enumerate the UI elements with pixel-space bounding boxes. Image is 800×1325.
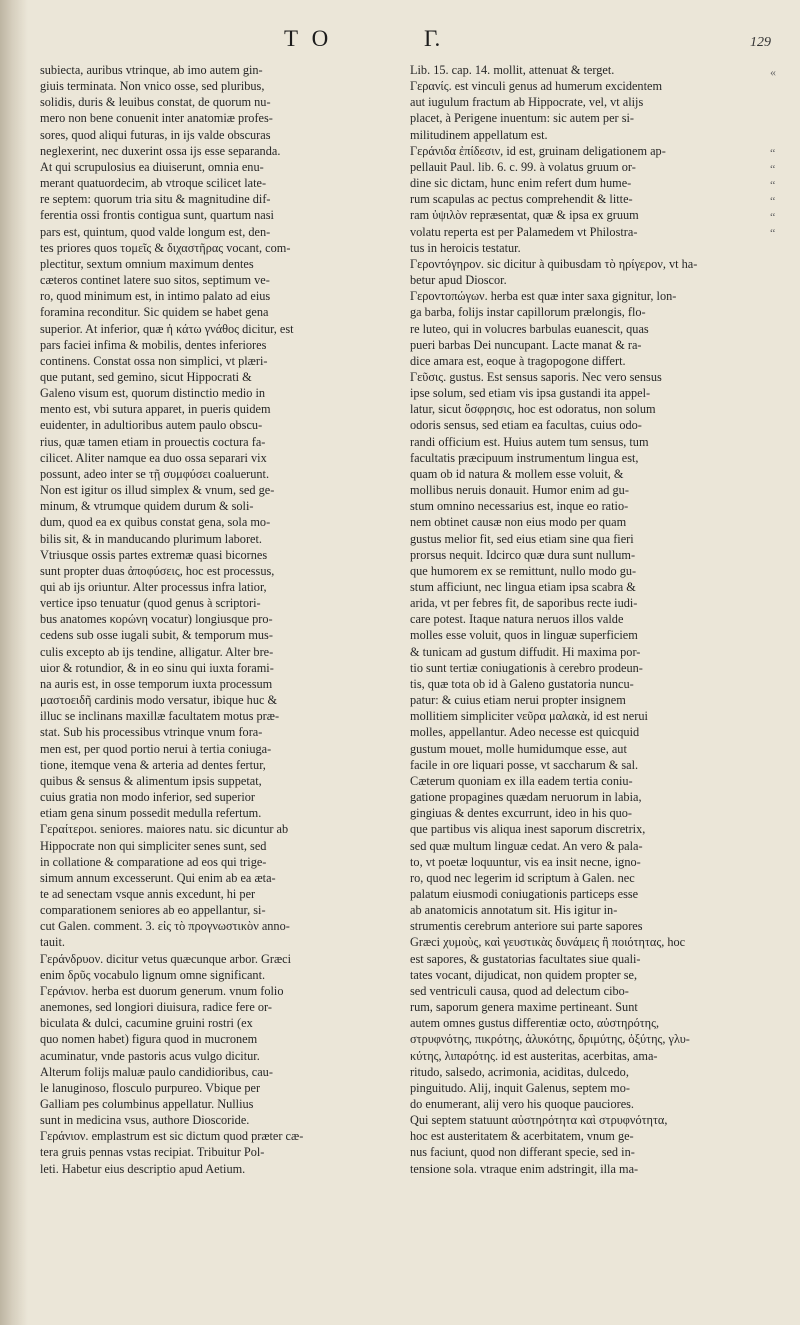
- text-line: Cæterum quoniam ex illa eadem tertia coniu-: [410, 773, 633, 788]
- text-line: ipse solum, sed etiam vis ipsa gustandi ita appel-: [410, 386, 651, 401]
- text-line: sunt in medicina vsus, authore Dioscoride.: [40, 1113, 250, 1128]
- text-line: illuc se inclinans maxillæ facultatem motus præ-: [40, 709, 280, 724]
- margin-mark: [770, 80, 790, 96]
- text-line: pars faciei infima & mobilis, dentes inferiores: [40, 337, 267, 352]
- text-line: re septem: quorum tria situ & magnitudine dif-: [40, 192, 271, 207]
- text-line: biculata & dulci, cacumine gruini rostri (ex: [40, 1016, 253, 1031]
- text-line: rius, quæ tamen etiam in prouectis coctura fa-: [40, 434, 266, 449]
- text-line: Hippocrate non qui simpliciter senes sunt, sed: [40, 838, 267, 853]
- text-line: que partibus vis aliqua inest saporum discretrix,: [410, 822, 646, 837]
- text-line: stat. Sub his processibus vtrinque vnum fora-: [40, 725, 263, 740]
- text-line: plectitur, sextum omnium maximum dentes: [40, 256, 254, 271]
- text-line: tis, quæ tota ob id à Galeno gustatoria nuncu-: [410, 676, 634, 691]
- text-line: cuius gratia non modo inferior, sed superior: [40, 790, 255, 805]
- text-line: ferentia ossi frontis contigua sunt, quartum nasi: [40, 208, 274, 223]
- text-line: le lanuginoso, flosculo purpureo. Vbique per: [40, 1080, 261, 1095]
- text-line: sunt propter duas ἀποφύσεις, hoc est processus,: [40, 563, 275, 578]
- text-line: randi officium est. Huius autem tum sensus, tum: [410, 434, 649, 449]
- margin-mark: [770, 129, 790, 145]
- text-line: euidenter, in adultioribus autem paulo obscu-: [40, 418, 263, 433]
- text-line: arida, vt per febres fit, de saporibus recte iudi-: [410, 596, 638, 611]
- text-line: pinguitudo. Alij, inquit Galenus, septem mo-: [410, 1080, 630, 1095]
- text-line: Galliam pes columbinus appellatur. Nullius: [40, 1097, 254, 1111]
- text-line: enim δρῦς vocabulo lignum omne significant.: [40, 967, 266, 982]
- text-line: sed ventriculi causa, quod ad delectum cibo-: [410, 983, 629, 998]
- text-line: Γεράνιον. herba est duorum generum. vnum folio: [40, 983, 284, 998]
- text-line: gingiuas & dentes excurrunt, ideo in his quo-: [410, 806, 632, 821]
- text-line: nem obtinet causæ non eius modo per quam: [410, 515, 627, 530]
- text-line: subiecta, auribus vtrinque, ab imo autem gin-: [40, 63, 263, 77]
- text-line: ga barba, folijs instar capillorum prælongis, flo-: [410, 305, 646, 320]
- text-line: odoris sensus, sed etiam ea facultas, cuius odo-: [410, 418, 642, 433]
- text-line: Γεράνιον. emplastrum est sic dictum quod præter cæ-: [40, 1129, 304, 1144]
- header-left: TO: [284, 26, 343, 51]
- text-line: bus anatomes κορώνη vocatur) longiusque pro-: [40, 612, 273, 627]
- text-line: cilicet. Aliter namque ea duo ossa separari vix: [40, 450, 267, 465]
- text-line: volatu reperta est per Palamedem vt Philostra-: [410, 224, 638, 239]
- text-line: te ad senectam vsque annis excedunt, hi per: [40, 886, 256, 901]
- text-line: que putant, sed gemino, sicut Hippocrati &: [40, 369, 252, 384]
- text-line: στρυφνότης, πικρότης, ἁλυκότης, δριμύτης, ὀξύτης, γλυ-: [410, 1032, 690, 1047]
- text-line: stum afficiunt, nec lingua etiam ipsa scabra &: [410, 580, 636, 594]
- text-line: & tunicam ad gustum diffudit. Hi maxima por-: [410, 644, 641, 659]
- margin-mark: “: [770, 226, 776, 241]
- text-line: cut Galen. comment. 3. εἰς τὸ προγνωστικὸν anno-: [40, 919, 290, 934]
- text-line: acuminatur, vnde pastoris acus vulgo dicitur.: [40, 1048, 260, 1063]
- text-line: simum annum excesserunt. Qui enim ab ea æta-: [40, 870, 276, 885]
- text-line: dice amara est, eoque à tragopogone differt.: [410, 353, 626, 368]
- margin-mark: “: [770, 161, 776, 176]
- text-line: sed quæ multum linguæ cedat. An vero & pala-: [410, 838, 643, 853]
- text-line: tes priores quos τομεῖς & διχαστῆρας vocant, com-: [40, 240, 291, 255]
- text-line: quam ob id natura & mollem esse voluit, &: [410, 466, 624, 481]
- text-line: tensione sola. vtraque enim adstringit, illa ma-: [410, 1161, 639, 1176]
- text-line: anemones, sed longiori diuisura, radice fere or-: [40, 1000, 272, 1015]
- text-line: Γερανίς. est vinculi genus ad humerum excidentem: [410, 79, 663, 94]
- text-line: gustus melior fit, sed eius etiam sine qua fieri: [410, 531, 634, 546]
- text-line: bilis sit, & in manducando plurimum laboret.: [40, 531, 262, 546]
- text-line: Γεραίτεροι. seniores. maiores natu. sic dicuntur ab: [40, 822, 289, 837]
- text-line: vertice ipso tenuatur (quod genus à scriptori-: [40, 596, 261, 611]
- margin-mark: “: [770, 145, 776, 160]
- text-line: superior. At inferior, quæ ἡ κάτω γνάθος dicitur, est: [40, 321, 294, 336]
- text-line: comparationem seniores ab eo appellantur, si-: [40, 903, 266, 918]
- left-column: [40, 62, 386, 1177]
- text-line: autem omnes gustus differentiæ octo, αὐστηρότης,: [410, 1016, 660, 1031]
- text-line: κύτης, λιπαρότης. id est austeritas, acerbitas, ama-: [410, 1048, 658, 1063]
- text-line: stum omnino necessarius est, inque eo ratio-: [410, 499, 629, 514]
- page-gutter: [0, 0, 28, 1325]
- text-line: Non est igitur os illud simplex & vnum, sed ge-: [40, 483, 275, 498]
- text-line: Alterum folijs maluæ paulo candidioribus, cau-: [40, 1064, 273, 1079]
- text-line: foramina reconditur. Sic quidem se habet gena: [40, 305, 269, 320]
- text-line: prorsus nequit. Idcirco quæ dura sunt nullum-: [410, 547, 636, 562]
- text-line: ram ὐψιλὸν repræsentat, quæ & ipsa ex gruum: [410, 208, 639, 223]
- text-line: gustum mouet, molle humidumque esse, aut: [410, 741, 627, 756]
- text-line: tio sunt tertiæ coniugationis à cerebro prodeun-: [410, 660, 643, 675]
- text-line: Γεράνδρυον. dicitur vetus quæcunque arbor. Græci: [40, 951, 292, 966]
- text-line: mollibus neruis donauit. Humor enim ad gu-: [410, 483, 629, 498]
- text-line: betur apud Dioscor.: [410, 273, 507, 288]
- text-line: Vtriusque ossis partes extremæ quasi bicornes: [40, 547, 268, 562]
- text-line: molles, appellantur. Adeo necesse est quicquid: [410, 725, 640, 740]
- text-line: uior & rotundior, & in eo sinu qui iuxta forami-: [40, 660, 274, 675]
- text-line: quo nomen habet) figura quod in mucronem: [40, 1032, 258, 1047]
- text-line: Γεῦσις. gustus. Est sensus saporis. Nec vero sensus: [410, 369, 662, 384]
- text-line: in collatione & comparatione ad eos qui trige-: [40, 854, 267, 869]
- text-line: mero non bene conuenit inter anatomiæ profes-: [40, 111, 273, 126]
- text-line: strumentis cerebrum anteriore sui parte sapores: [410, 919, 643, 934]
- text-line: At qui scrupulosius ea diuiserunt, omnia enu-: [40, 159, 264, 174]
- header-right: Γ.: [424, 26, 441, 51]
- page-number: 129: [750, 35, 771, 50]
- text-line: nus faciunt, quod non differant specie, sed in-: [410, 1145, 635, 1160]
- text-line: molles esse voluit, quos in linguæ superficiem: [410, 628, 638, 643]
- text-line: tera gruis pennas vstas recipiat. Tribuitur Pol-: [40, 1145, 265, 1160]
- text-line: to, vt poetæ loquuntur, vis ea insit necne, igno-: [410, 854, 641, 869]
- text-line: tauit.: [40, 935, 65, 950]
- text-line: Γεράνιδα ἐπίδεσιν, id est, gruinam deligationem ap-: [410, 143, 666, 158]
- text-line: Græci χυμοὺς, καὶ γευστικὰς δυνάμεις ἢ ποιότητας, hoc: [410, 935, 686, 950]
- text-line: dine sic dictam, hunc enim refert dum hume-: [410, 176, 632, 191]
- text-line: sores, quod aliqui futuras, in ijs valde obscuras: [40, 127, 271, 142]
- text-line: solidis, duris & leuibus constat, de quorum nu-: [40, 95, 271, 110]
- text-line: ro, quod minimum est, in intimo palato ad eius: [40, 289, 271, 304]
- margin-mark: “: [770, 210, 776, 225]
- text-line: do enumerant, alij vero his quoque pauciores.: [410, 1097, 635, 1111]
- text-line: tione, itemque vena & arteria ad dentes fertur,: [40, 757, 266, 772]
- text-line: Lib. 15. cap. 14. mollit, attenuat & terget.: [410, 63, 615, 77]
- text-line: tus in heroicis testatur.: [410, 240, 521, 255]
- text-line: dum, quod ea ex quibus constat gena, sola mo-: [40, 515, 271, 530]
- text-line: continens. Constat ossa non simplici, vt plæri-: [40, 353, 268, 368]
- text-line: Γεροντόγηρον. sic dicitur à quibusdam τὸ ηρίγερον, vt ha-: [410, 256, 698, 271]
- text-line: facile in ore liquari posse, vt saccharum & sal.: [410, 757, 639, 772]
- text-line: qui ab ijs oriuntur. Alter processus infra latior,: [40, 580, 267, 594]
- text-line: mollitiem simpliciter νεῦρα μαλακὰ, id est nerui: [410, 709, 648, 724]
- text-line: re luteo, qui in volucres barbulas euanescit, quas: [410, 321, 649, 336]
- text-line: gatione propagines quædam neruorum in labia,: [410, 790, 642, 805]
- text-line: Γεροντοπώγων. herba est quæ inter saxa gignitur, lon-: [410, 289, 677, 304]
- text-line: hoc est austeritatem & acerbitatem, vnum ge-: [410, 1129, 634, 1144]
- text-line: rum scapulas ac pectus comprehendit & litte-: [410, 192, 633, 207]
- text-line: ritudo, salsedo, acrimonia, aciditas, dulcedo,: [410, 1064, 629, 1079]
- text-line: patur: & cuius etiam nerui propter insignem: [410, 693, 626, 708]
- text-line: minum, & vtrumque quidem durum & soli-: [40, 499, 254, 514]
- text-line: men est, per quod portio nerui à tertia coniuga-: [40, 741, 272, 756]
- text-line: aut iugulum fractum ab Hippocrate, vel, vt alijs: [410, 95, 644, 110]
- text-line: facultatis præcipuum instrumentum lingua est,: [410, 450, 639, 465]
- text-line: possunt, adeo inter se τῇ συμφύσει coaluerunt.: [40, 466, 270, 481]
- text-line: placet, à Perigene inuentum: sic autem per si-: [410, 111, 634, 126]
- text-line: quibus & sensus & alimentum ipsis suppetat,: [40, 773, 262, 788]
- margin-mark: “: [770, 177, 776, 192]
- text-line: μαστοειδῆ cardinis modo versatur, ibique huc &: [40, 693, 278, 708]
- text-line: pars est, quintum, quod valde longum est, den-: [40, 224, 271, 239]
- text-line: Galeno visum est, quorum distinctio medio in: [40, 386, 266, 401]
- margin-mark: «: [770, 65, 776, 79]
- text-line: etiam gena sinum possedit medulla refertum.: [40, 806, 262, 821]
- text-line: cedens sub osse iugali subit, & temporum mus-: [40, 628, 273, 643]
- text-line: militudinem appellatum est.: [410, 127, 548, 142]
- text-line: latur, sicut ὄσφρησις, hoc est odoratus, non solum: [410, 402, 656, 417]
- text-line: rum, saporum genera maxime pertineant. Sunt: [410, 1000, 638, 1015]
- text-line: est sapores, & gustatorias facultates siue quali-: [410, 951, 641, 966]
- text-line: ro, quod nec legerim id scriptum à Galen. nec: [410, 870, 635, 885]
- text-line: ab anatomicis annotatum sit. His igitur in-: [410, 903, 618, 918]
- margin-mark: [770, 112, 790, 128]
- right-column: [410, 62, 760, 1177]
- text-line: neglexerint, nec duxerint ossa ijs esse separanda.: [40, 143, 281, 158]
- running-header: [0, 20, 800, 60]
- text-line: giuis terminata. Non vnico osse, sed pluribus,: [40, 79, 265, 94]
- text-line: merant quatuordecim, ab vtroque scilicet late-: [40, 176, 267, 191]
- text-line: pellauit Paul. lib. 6. c. 99. à volatus gruum or-: [410, 159, 636, 174]
- text-line: mento est, vbi sutura apparet, in pueris quidem: [40, 402, 271, 417]
- text-line: que humorem ex se remittunt, nullo modo gu-: [410, 563, 637, 578]
- margin-mark: [770, 96, 790, 112]
- text-line: leti. Habetur eius descriptio apud Aetium.: [40, 1161, 246, 1176]
- text-line: palatum eiusmodi coniugationis particeps esse: [410, 886, 639, 901]
- text-line: pueri barbas Dei nuncupant. Lacte manat & ra-: [410, 337, 642, 352]
- text-line: tates vocant, dijudicat, non quidem propter se,: [410, 967, 638, 982]
- text-line: cæteros continet latere suo sitos, septimum ve-: [40, 273, 270, 288]
- margin-quote-marks: [770, 64, 790, 242]
- text-line: na auris est, in osse temporum iuxta processum: [40, 676, 273, 691]
- text-line: culis excepto ab ijs tendine, alligatur. Alter bre-: [40, 644, 274, 659]
- margin-mark: “: [770, 194, 776, 209]
- text-line: Qui septem statuunt αὐστηρότητα καὶ στρυφνότητα,: [410, 1113, 668, 1128]
- text-line: care potest. Itaque natura neruos illos valde: [410, 612, 624, 627]
